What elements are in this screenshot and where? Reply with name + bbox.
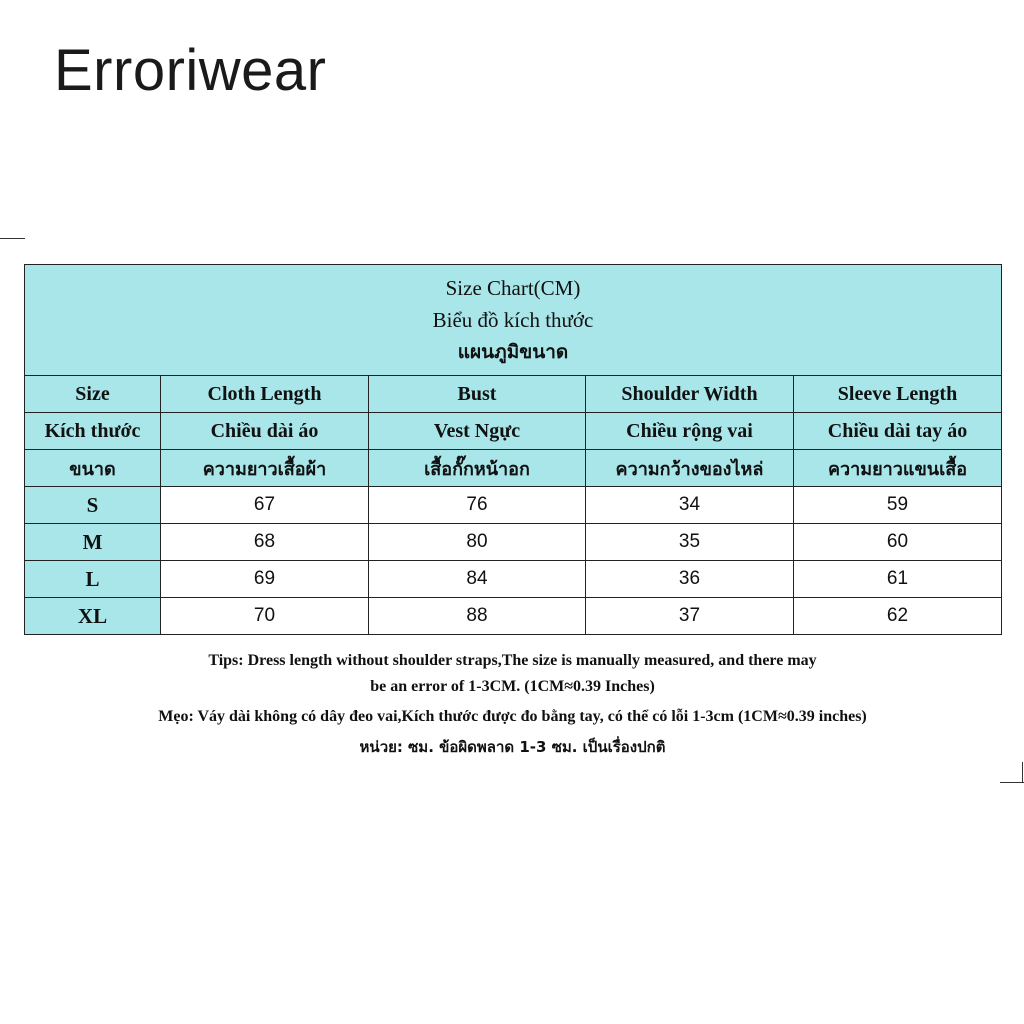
table-cell: 88: [369, 598, 586, 635]
header-cell: Cloth Length: [161, 376, 369, 413]
table-cell: 59: [794, 487, 1002, 524]
size-cell: L: [25, 561, 161, 598]
header-cell: Bust: [369, 376, 586, 413]
note-en-line1: Tips: Dress length without shoulder straps,The size is manually measured, and there may: [208, 652, 817, 669]
header-cell: Chiều dài áo: [161, 413, 369, 450]
table-row: [25, 524, 1002, 561]
header-cell: Vest Ngực: [369, 413, 586, 450]
table-cell: 36: [586, 561, 794, 598]
size-cell: M: [25, 524, 161, 561]
header-cell: Shoulder Width: [586, 376, 794, 413]
table-row: [25, 598, 1002, 635]
size-cell: XL: [25, 598, 161, 635]
table-cell: 84: [369, 561, 586, 598]
chart-title: [25, 265, 1002, 376]
note-en-line2: be an error of 1-3CM. (1CM≈0.39 Inches): [370, 678, 655, 695]
header-cell: ความยาวแขนเสื้อ: [794, 450, 1002, 487]
table-cell: 35: [586, 524, 794, 561]
table-cell: 34: [586, 487, 794, 524]
table-row: [25, 487, 1002, 524]
table-cell: 37: [586, 598, 794, 635]
header-row-en: [25, 376, 1002, 413]
crop-mark-left: [0, 238, 25, 239]
note-th: หน่วย: ซม. ข้อผิดพลาด 1-3 ซม. เป็นเรื่องปกติ: [359, 738, 666, 756]
size-chart-table: [24, 264, 1002, 635]
header-cell: ความกว้างของไหล่: [586, 450, 794, 487]
brand-logo: Erroriwear: [54, 38, 327, 103]
table-cell: 60: [794, 524, 1002, 561]
header-cell: Chiều dài tay áo: [794, 413, 1002, 450]
crop-mark-right: [1000, 782, 1024, 783]
table-row: [25, 561, 1002, 598]
table-cell: 70: [161, 598, 369, 635]
note-vi: Mẹo: Váy dài không có dây đeo vai,Kích thước được đo bằng tay, có thể có lỗi 1-3cm (1CM≈0.39 inches): [158, 708, 867, 725]
table-cell: 62: [794, 598, 1002, 635]
table-cell: 69: [161, 561, 369, 598]
crop-mark-right-vertical: [1022, 762, 1023, 783]
header-cell: เสื้อกั๊กหน้าอก: [369, 450, 586, 487]
table-cell: 67: [161, 487, 369, 524]
header-cell: Sleeve Length: [794, 376, 1002, 413]
table-cell: 76: [369, 487, 586, 524]
header-row-th: [25, 450, 1002, 487]
chart-title-en: Size Chart(CM): [445, 276, 581, 300]
header-cell: Size: [25, 376, 161, 413]
header-row-vi: [25, 413, 1002, 450]
header-cell: ความยาวเสื้อผ้า: [161, 450, 369, 487]
size-cell: S: [25, 487, 161, 524]
table-cell: 68: [161, 524, 369, 561]
chart-title-vi: Biểu đồ kích thước: [432, 308, 594, 332]
header-cell: ขนาด: [25, 450, 161, 487]
chart-title-th: แผนภูมิขนาด: [457, 341, 569, 363]
header-cell: Chiều rộng vai: [586, 413, 794, 450]
table-cell: 80: [369, 524, 586, 561]
size-notes: [24, 648, 1001, 760]
header-cell: Kích thước: [25, 413, 161, 450]
table-cell: 61: [794, 561, 1002, 598]
